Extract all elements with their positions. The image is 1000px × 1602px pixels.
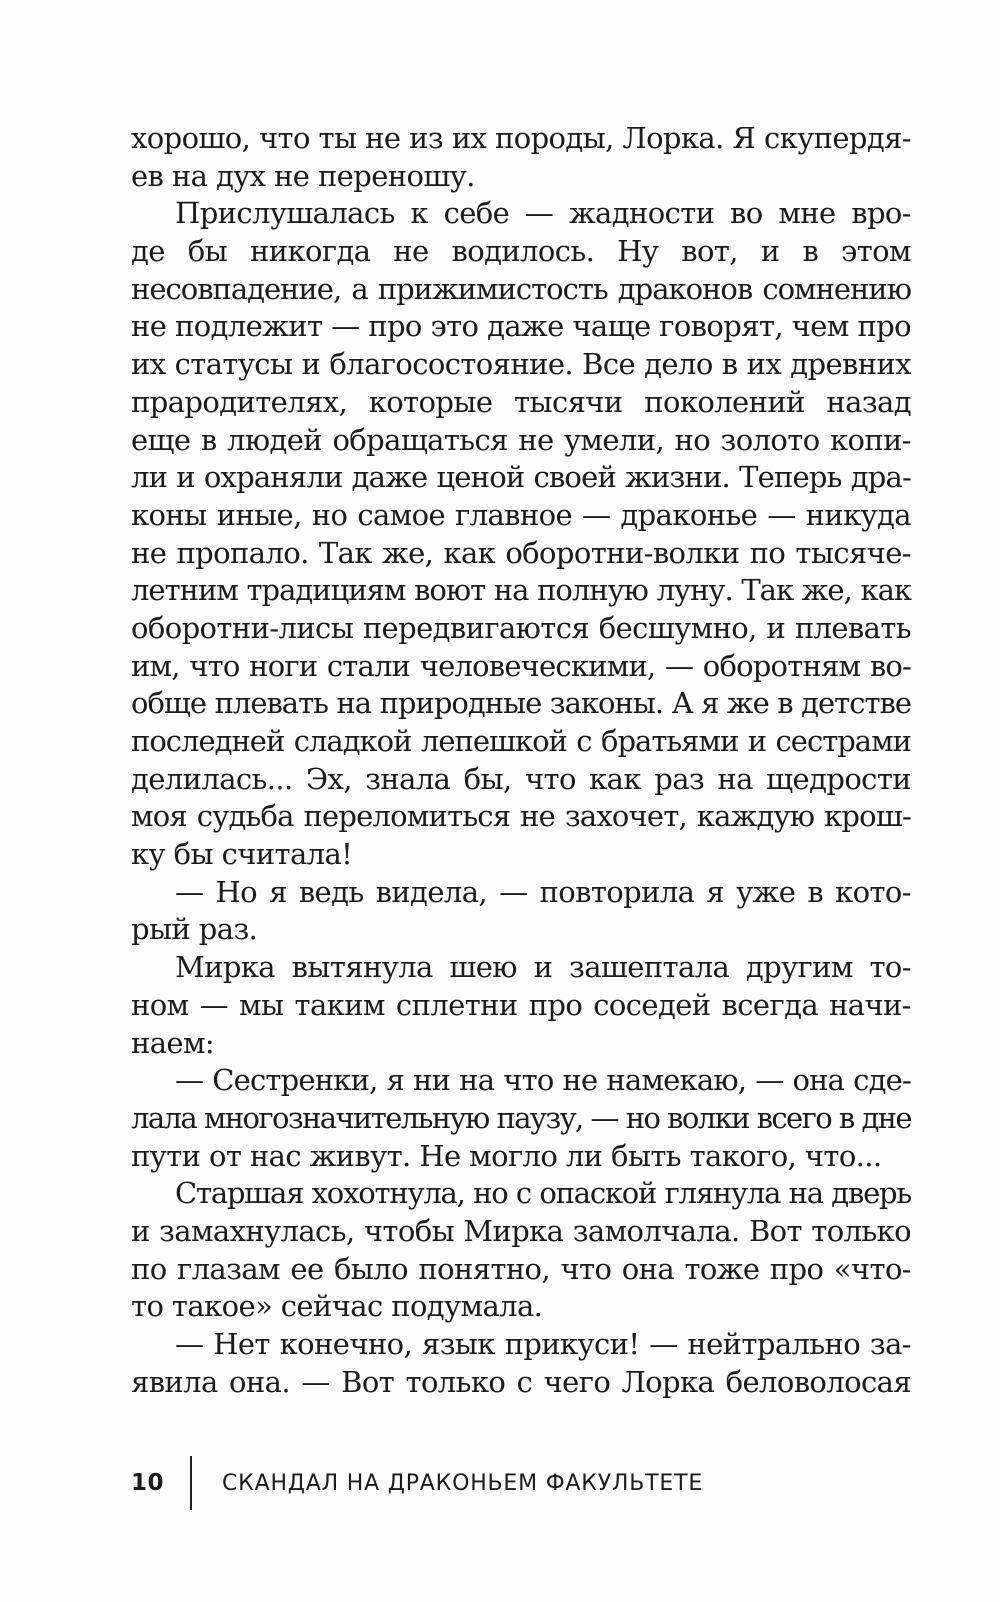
text-line: де бы никогда не водилось. Ну вот, и в этом xyxy=(131,234,911,269)
text-line: ли и охраняли даже ценой своей жизни. Теперь дра- xyxy=(131,460,911,495)
text-line: коны иные, но самое главное — драконье — никуда xyxy=(131,497,911,532)
text-line: лала многозначительную паузу, — но волки всего в дне xyxy=(131,1100,911,1135)
text-line: рый раз. xyxy=(131,912,258,947)
text-line: явила она. — Вот только с чего Лорка беловолосая xyxy=(131,1364,911,1399)
text-line: прародителях, которые тысячи поколений назад xyxy=(131,384,911,419)
text-line: и замахнулась, чтобы Мирка замолчала. Вот только xyxy=(131,1213,911,1248)
page-footer xyxy=(131,1453,703,1513)
text-line: не подлежит — про это даже чаще говорят, чем про xyxy=(131,309,911,344)
text-line: Старшая хохотнула, но с опаской глянула на дверь xyxy=(175,1176,911,1211)
text-line: Мирка вытянула шею и зашептала другим то- xyxy=(175,950,911,985)
text-line: — Но я ведь видела, — повторила я уже в кото- xyxy=(175,874,911,909)
text-line: ном — мы таким сплетни про соседей всегда начи- xyxy=(131,987,911,1022)
text-line: — Нет конечно, язык прикуси! — нейтрально за- xyxy=(175,1327,911,1361)
text-line: наем: xyxy=(131,1025,215,1060)
text-line: то такое» сейчас подумала. xyxy=(131,1289,543,1324)
text-line: по глазам ее было понятно, что она тоже про «что- xyxy=(131,1251,911,1286)
text-line: оборотни-лисы передвигаются бесшумно, и плевать xyxy=(131,610,911,645)
text-line: не пропало. Так же, как оборотни-волки по тысяче- xyxy=(131,535,911,570)
text-line: пути от нас живут. Не могло ли быть такого, что... xyxy=(131,1138,882,1173)
footer-divider xyxy=(190,1456,192,1510)
text-line: хорошо, что ты не из их породы, Лорка. Я скупердя- xyxy=(131,121,911,155)
text-line: последней сладкой лепешкой с братьями и сестрами xyxy=(131,724,911,758)
text-line: их статусы и благосостояние. Все дело в их древних xyxy=(131,347,911,382)
text-line: обще плевать на природные законы. А я же в детстве xyxy=(131,686,911,721)
text-line: несовпадение, а прижимистость драконов сомнению xyxy=(131,271,911,306)
page-number: 10 xyxy=(131,1470,165,1496)
text-line: делилась... Эх, знала бы, что как раз на щедрости xyxy=(131,761,911,796)
text-line: летним традициям воют на полную луну. Так же, как xyxy=(131,573,911,608)
text-line: — Сестренки, я ни на что не намекаю, — она сде- xyxy=(175,1063,911,1098)
text-line: моя судьба переломиться не захочет, каждую крош- xyxy=(131,799,911,834)
text-line: еще в людей обращаться не умели, но золото копи- xyxy=(131,422,911,457)
body-text xyxy=(131,120,911,1401)
text-line: им, что ноги стали человеческими, — оборотням во- xyxy=(131,648,911,683)
text-line: ку бы считала! xyxy=(131,837,353,872)
running-title: СКАНДАЛ НА ДРАКОНЬЕМ ФАКУЛЬТЕТЕ xyxy=(222,1470,704,1496)
text-line: Прислушалась к себе — жадности во мне вро- xyxy=(175,196,911,231)
text-line: ев на дух не переношу. xyxy=(131,158,475,193)
